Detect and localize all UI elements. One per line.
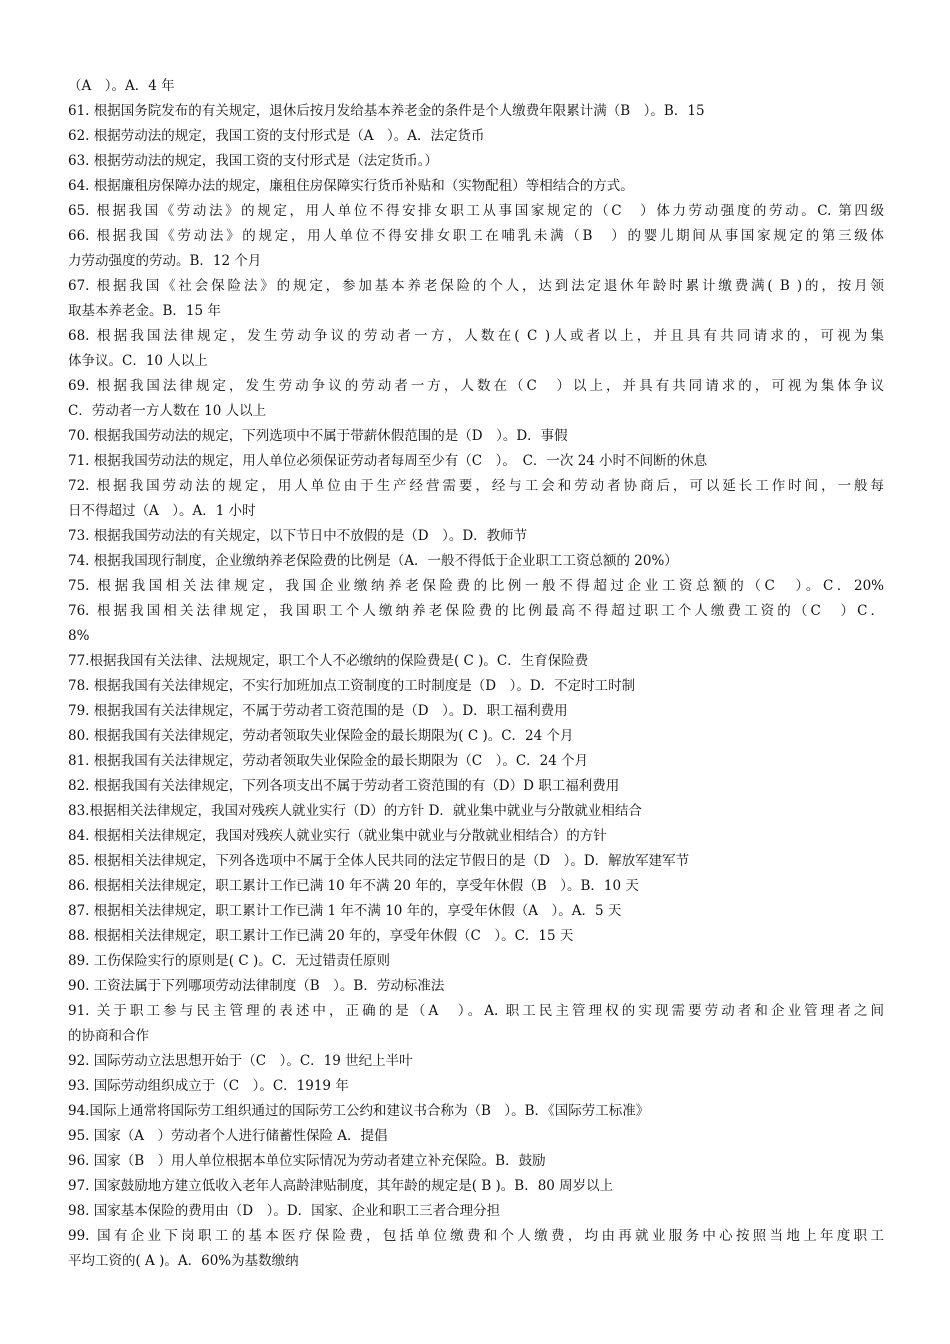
text-line: 89. 工伤保险实行的原则是( C )。C．无过错责任原则: [68, 953, 391, 969]
text-line: 99. 国有企业下岗职工的基本医疗保险费，包括单位缴费和个人缴费，均由再就业服务中心按照当地上年度职工: [68, 1228, 884, 1244]
text-line: 80. 根据我国有关法律规定，劳动者领取失业保险金的最长期限为( C )。C．24 个月: [68, 728, 574, 744]
text-line: 82. 根据我国有关法律规定，下列各项支出不属于劳动者工资范围的有（D）D 职工福利费用: [68, 778, 620, 794]
text-line: 88. 根据相关法律规定，职工累计工作已满 20 年的，享受年休假（C ）。C．15 天: [68, 928, 574, 944]
text-line: 87. 根据相关法律规定，职工累计工作已满 1 年不满 10 年的，享受年休假（A ）。A．5 天: [68, 903, 622, 919]
text-line: 65. 根据我国《劳动法》的规定，用人单位不得安排女职工从事国家规定的（C ）体力劳动强度的劳动。C. 第四级: [68, 203, 884, 219]
text-line: 63. 根据劳动法的规定，我国工资的支付形式是（法定货币。）: [68, 153, 439, 169]
text-line: 97. 国家鼓励地方建立低收入老年人高龄津贴制度，其年龄的规定是( B )。B．80 周岁以上: [68, 1178, 614, 1194]
text-line: 90. 工资法属于下列哪项劳动法律制度（B ）。B．劳动标准法: [68, 978, 445, 994]
text-line: C．劳动者一方人数在 10 人以上: [68, 403, 267, 419]
text-line: 92. 国际劳动立法思想开始于（C ）。C．19 世纪上半叶: [68, 1053, 413, 1069]
text-line: 77.根据我国有关法律、法规规定，职工个人不必缴纳的保险费是( C )。C．生育保险费: [68, 653, 589, 669]
text-line: 日不得超过（A ）。A．1 小时: [68, 503, 256, 519]
text-line: 62. 根据劳动法的规定，我国工资的支付形式是（A ）。A．法定货币: [68, 128, 485, 144]
text-line: 70. 根据我国劳动法的规定，下列选项中不属于带薪休假范围的是（D ）。D．事假: [68, 428, 568, 444]
text-line: 86. 根据相关法律规定，职工累计工作已满 10 年不满 20 年的，享受年休假（B ）。B．10 天: [68, 878, 639, 894]
text-line: 平均工资的( A )。A．60%为基数缴纳: [68, 1253, 299, 1269]
text-line: 71. 根据我国劳动法的规定，用人单位必须保证劳动者每周至少有（C ）。 C．一次 24 小时不间断的休息: [68, 453, 708, 469]
text-line: 的协商和合作: [68, 1028, 149, 1044]
text-line: 98. 国家基本保险的费用由（D ）。D．国家、企业和职工三者合理分担: [68, 1203, 501, 1219]
text-line: 81. 根据我国有关法律规定，劳动者领取失业保险金的最长期限为（C ）。C．24 个月: [68, 753, 589, 769]
text-line: 68. 根据我国法律规定，发生劳动争议的劳动者一方，人数在( C )人或者以上，并且具有共同请求的，可视为集: [68, 328, 884, 344]
text-line: 75. 根据我国相关法律规定，我国企业缴纳养老保险费的比例一般不得超过企业工资总额的（C ）。C．20%: [68, 578, 884, 594]
text-line: 74. 根据我国现行制度，企业缴纳养老保险费的比例是（A．一般不得低于企业职工工资总额的 20%）: [68, 553, 678, 569]
text-line: 95. 国家（A ）劳动者个人进行储蓄性保险 A．提倡: [68, 1128, 388, 1144]
text-line: 66. 根据我国《劳动法》的规定，用人单位不得安排女职工在哺乳未满（B ）的婴儿期间从事国家规定的第三级体: [68, 228, 884, 244]
text-line: 91. 关于职工参与民主管理的表述中，正确的是（A ）。A. 职工民主管理权的实现需要劳动者和企业管理者之间: [68, 1003, 884, 1019]
text-line: 78. 根据我国有关法律规定，不实行加班加点工资制度的工时制度是（D ）。D．不定时工时制: [68, 678, 636, 694]
text-line: 力劳动强度的劳动。B．12 个月: [68, 253, 262, 269]
text-line: 取基本养老金。B．15 年: [68, 303, 221, 319]
text-line: 85. 根据相关法律规定，下列各选项中不属于全体人民共同的法定节假日的是（D ）。D．解放军建军节: [68, 853, 690, 869]
text-line: 69. 根据我国法律规定，发生劳动争议的劳动者一方，人数在（C ）以上，并具有共同请求的，可视为集体争议: [68, 378, 884, 394]
text-line: 8%: [68, 628, 90, 644]
text-line: 93. 国际劳动组织成立于（C ）。C．1919 年: [68, 1078, 349, 1094]
text-line: （A ）。A．4 年: [68, 78, 175, 94]
text-line: 79. 根据我国有关法律规定，不属于劳动者工资范围的是（D ）。D．职工福利费用: [68, 703, 568, 719]
text-line: 76. 根据我国相关法律规定，我国职工个人缴纳养老保险费的比例最高不得超过职工个人缴费工资的（C ）C．: [68, 603, 884, 619]
text-line: 体争议。C．10 人以上: [68, 353, 208, 369]
text-line: 84. 根据相关法律规定，我国对残疾人就业实行（就业集中就业与分散就业相结合）的方针: [68, 828, 607, 844]
text-line: 64. 根据廉租房保障办法的规定，廉租住房保障实行货币补贴和（实物配租）等相结合的方式。: [68, 178, 634, 194]
text-line: 96. 国家（B ）用人单位根据本单位实际情况为劳动者建立补充保险。B．鼓励: [68, 1153, 546, 1169]
text-line: 61. 根据国务院发布的有关规定，退休后按月发给基本养老金的条件是个人缴费年限累计满（B ）。B．15: [68, 103, 705, 119]
text-line: 94.国际上通常将国际劳工组织通过的国际劳工公约和建议书合称为（B ）。B．《国际劳工标准》: [68, 1103, 650, 1119]
text-line: 72. 根据我国劳动法的规定，用人单位由于生产经营需要，经与工会和劳动者协商后，可以延长工作时间，一般每: [68, 478, 884, 494]
text-line: 83.根据相关法律规定，我国对残疾人就业实行（D）的方针 D．就业集中就业与分散就业相结合: [68, 803, 642, 819]
text-line: 67. 根据我国《社会保险法》的规定，参加基本养老保险的个人，达到法定退休年龄时累计缴费满( B )的，按月领: [68, 278, 884, 294]
text-line: 73. 根据我国劳动法的有关规定，以下节日中不放假的是（D ）。D．教师节: [68, 528, 528, 544]
document-page: [68, 74, 884, 1274]
